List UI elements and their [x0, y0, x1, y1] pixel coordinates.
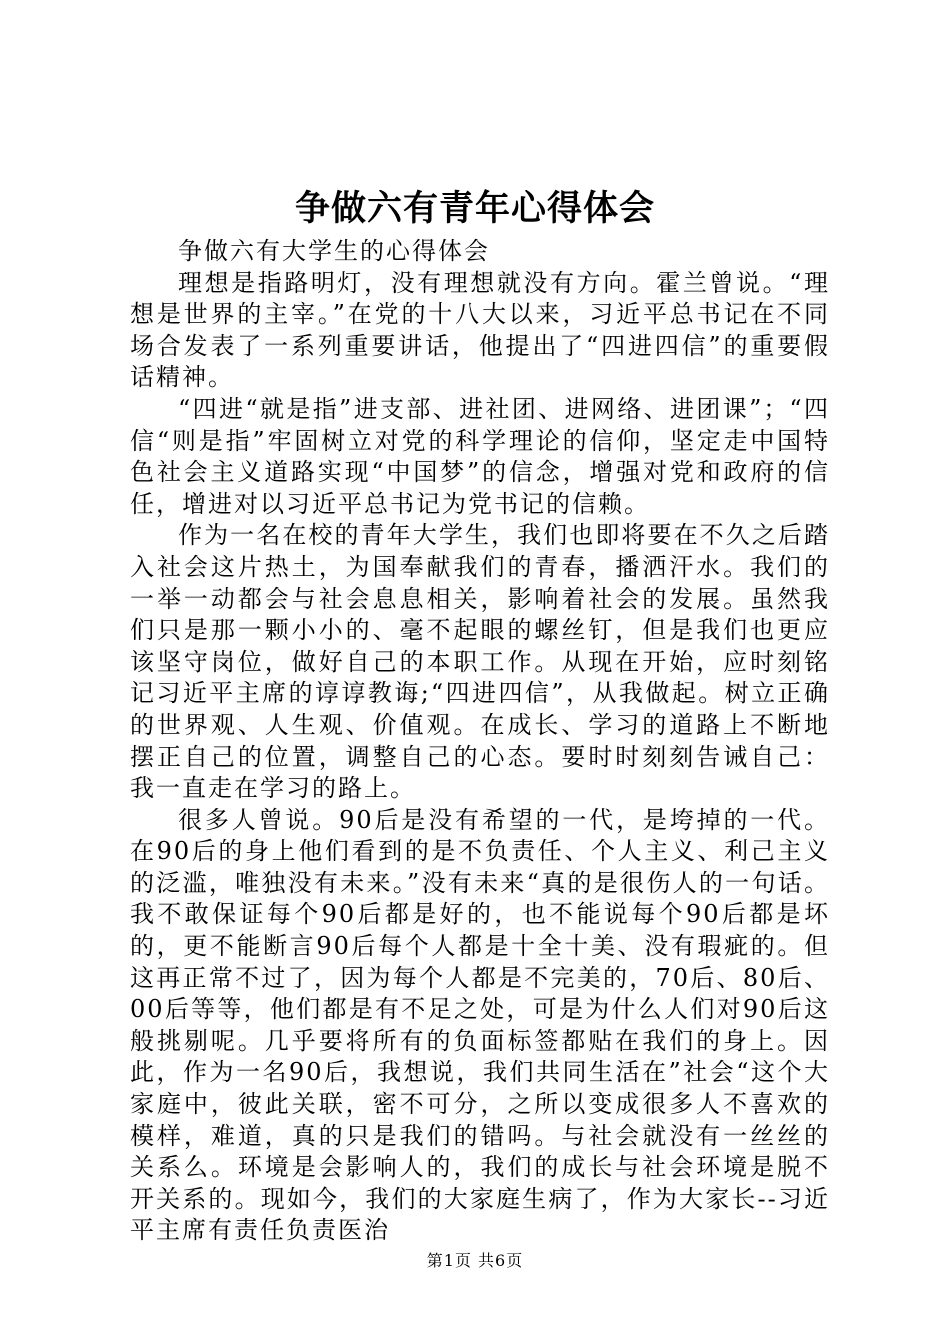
- page-footer: 第1页 共6页: [426, 1251, 524, 1270]
- subtitle-paragraph: 争做六有大学生的心得体会: [178, 237, 490, 265]
- body-paragraph: “四进“就是指”进支部、进社团、进网络、进团课”；“四信“则是指”牢固树立对党的科学理论的信仰，坚定走中国特色社会主义道路实现“中国梦”的信念，增强对党和政府的信任，增进对以习近平总书记为党书记的信赖。: [130, 394, 830, 518]
- body-paragraph: 理想是指路明灯，没有理想就没有方向。霍兰曾说。“理想是世界的主宰。”在党的十八大以来，习近平总书记在不同场合发表了一系列重要讲话，他提出了“四进四信”的重要假话精神。: [130, 268, 830, 392]
- body-paragraph: 很多人曾说。90后是没有希望的一代，是垮掉的一代。在90后的身上他们看到的是不负责任、个人主义、利己主义的泛滥，唯独没有未来。”没有未来“真的是很伤人的一句话。我不敢保证每个90后都是好的，也不能说每个90后都是坏的，更不能断言90后每个人都是十全十美、没有瑕疵的。但这再正常不过了，因为每个人都是不完美的，70后、80后、00后等等，他们都是有不足之处，可是为什么人们对90后这般挑剔呢。几乎要将所有的负面标签都贴在我们的身上。因此，作为一名90后，我想说，我们共同生活在”社会“这个大家庭中，彼此关联，密不可分，之所以变成很多人不喜欢的模样，难道，真的只是我们的错吗。与社会就没有一丝丝的关系么。环境是会影响人的，我们的成长与社会环境是脱不开关系的。现如今，我们的大家庭生病了，作为大家长--习近平主席有责任负责医治: [130, 805, 830, 1245]
- document-body: [130, 236, 830, 1247]
- body-paragraph: 作为一名在校的青年大学生，我们也即将要在不久之后踏入社会这片热土，为国奉献我们的青春，播洒汗水。我们的一举一动都会与社会息息相关，影响着社会的发展。虽然我们只是那一颗小小的、毫不起眼的螺丝钉，但是我们也更应该坚守岗位，做好自己的本职工作。从现在开始，应时刻铭记习近平主席的谆谆教诲;“四进四信”，从我做起。树立正确的世界观、人生观、价值观。在成长、学习的道路上不断地摆正自己的位置，调整自己的心态。要时时刻刻告诫自己：我一直走在学习的路上。: [130, 521, 830, 803]
- document-title: 争做六有青年心得体会: [294, 188, 655, 229]
